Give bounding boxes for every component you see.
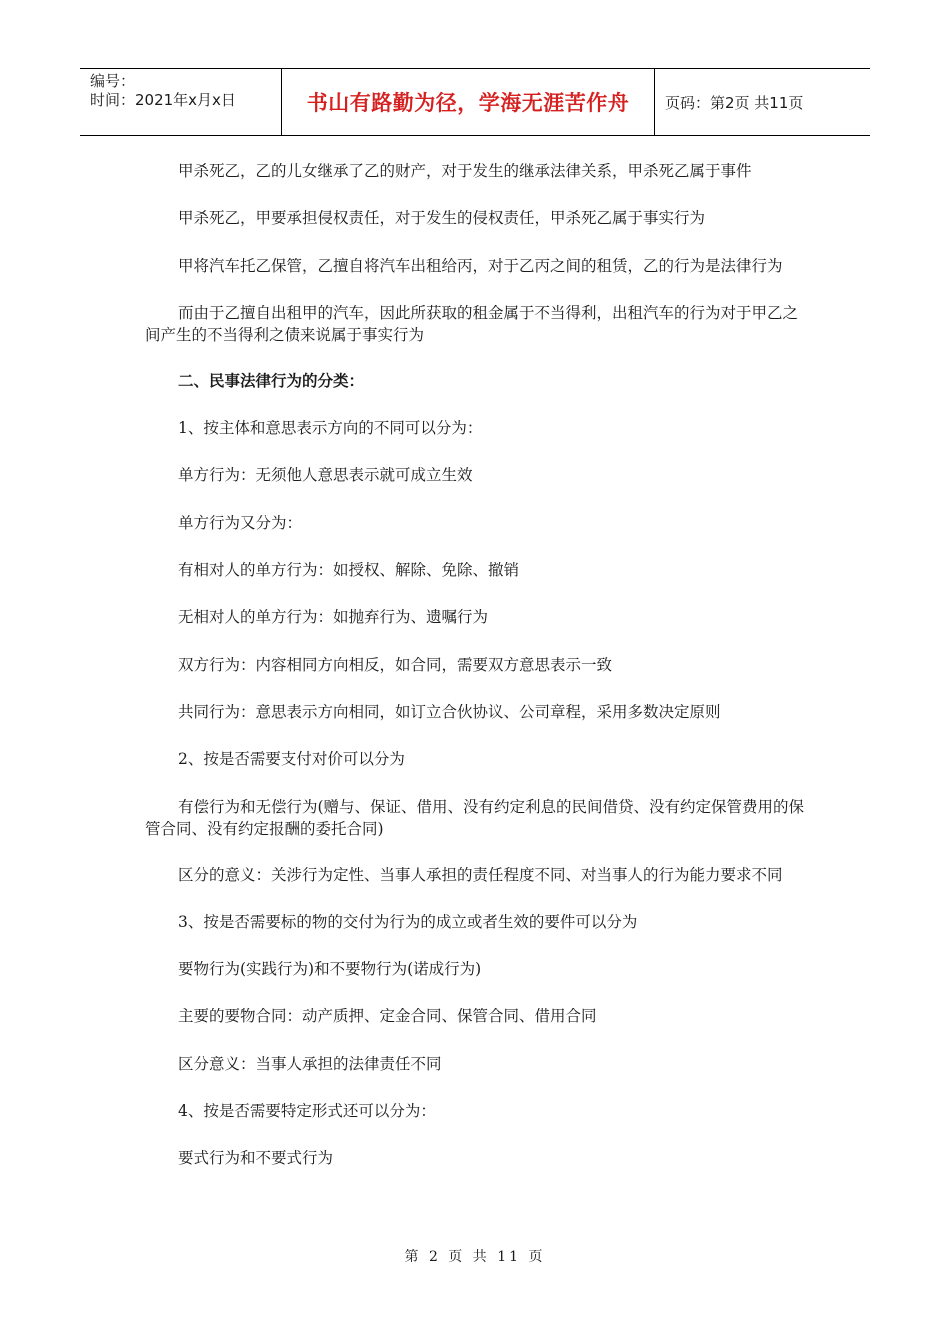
document-time-label: 时间：2021年x月x日 [90,91,236,109]
document-number-label: 编号： [90,72,136,90]
body-paragraph: 甲杀死乙，甲要承担侵权责任，对于发生的侵权责任，甲杀死乙属于事实行为 [178,209,706,228]
header-meta-cell [80,69,282,135]
header-motto: 书山有路勤为径，学海无涯苦作舟 [306,91,630,115]
header-table [80,68,870,136]
body-paragraph: 共同行为：意思表示方向相同，如订立合伙协议、公司章程，采用多数决定原则 [178,702,721,721]
document-body [145,160,810,1195]
header-page-code: 页码：第2页 共11页 [665,93,804,112]
body-paragraph: 主要的要物合同：动产质押、定金合同、保管合同、借用合同 [178,1007,597,1026]
body-paragraph: 有相对人的单方行为：如授权、解除、免除、撤销 [178,561,520,580]
body-paragraph: 双方行为：内容相同方向相反，如合同，需要双方意思表示一致 [178,655,613,674]
page-footer: 第 2 页 共 11 页 [404,1249,546,1265]
body-paragraph: 无相对人的单方行为：如抛弃行为、遗嘱行为 [178,608,489,627]
section-heading: 二、民事法律行为的分类： [178,371,365,390]
body-paragraph: 有偿行为和无偿行为(赠与、保证、借用、没有约定利息的民间借贷、没有约定保管费用的保管合同、没有约定报酬的委托合同) [145,797,805,838]
body-paragraph: 而由于乙擅自出租甲的汽车，因此所获取的租金属于不当得利，出租汽车的行为对于甲乙之间产生的不当得利之债来说属于事实行为 [145,303,799,344]
body-paragraph: 甲杀死乙，乙的儿女继承了乙的财产，对于发生的继承法律关系，甲杀死乙属于事件 [178,162,752,180]
body-paragraph: 要式行为和不要式行为 [178,1149,334,1168]
body-paragraph: 1、按主体和意思表示方向的不同可以分为： [178,419,483,438]
body-paragraph: 单方行为：无须他人意思表示就可成立生效 [178,466,473,485]
body-paragraph: 甲将汽车托乙保管，乙擅自将汽车出租给丙，对于乙丙之间的租赁，乙的行为是法律行为 [178,256,783,275]
header-motto-cell [282,69,655,135]
body-paragraph: 2、按是否需要支付对价可以分为 [178,750,405,769]
body-paragraph: 区分的意义：关涉行为定性、当事人承担的责任程度不同、对当事人的行为能力要求不同 [178,865,783,884]
body-paragraph: 3、按是否需要标的物的交付为行为的成立或者生效的要件可以分为 [178,912,638,931]
body-paragraph: 单方行为又分为： [178,513,303,532]
header-page-cell [655,69,870,135]
body-paragraph: 要物行为(实践行为)和不要物行为(诺成行为) [178,960,482,979]
body-paragraph: 区分意义：当事人承担的法律责任不同 [178,1054,442,1073]
body-paragraph: 4、按是否需要特定形式还可以分为： [178,1102,436,1121]
